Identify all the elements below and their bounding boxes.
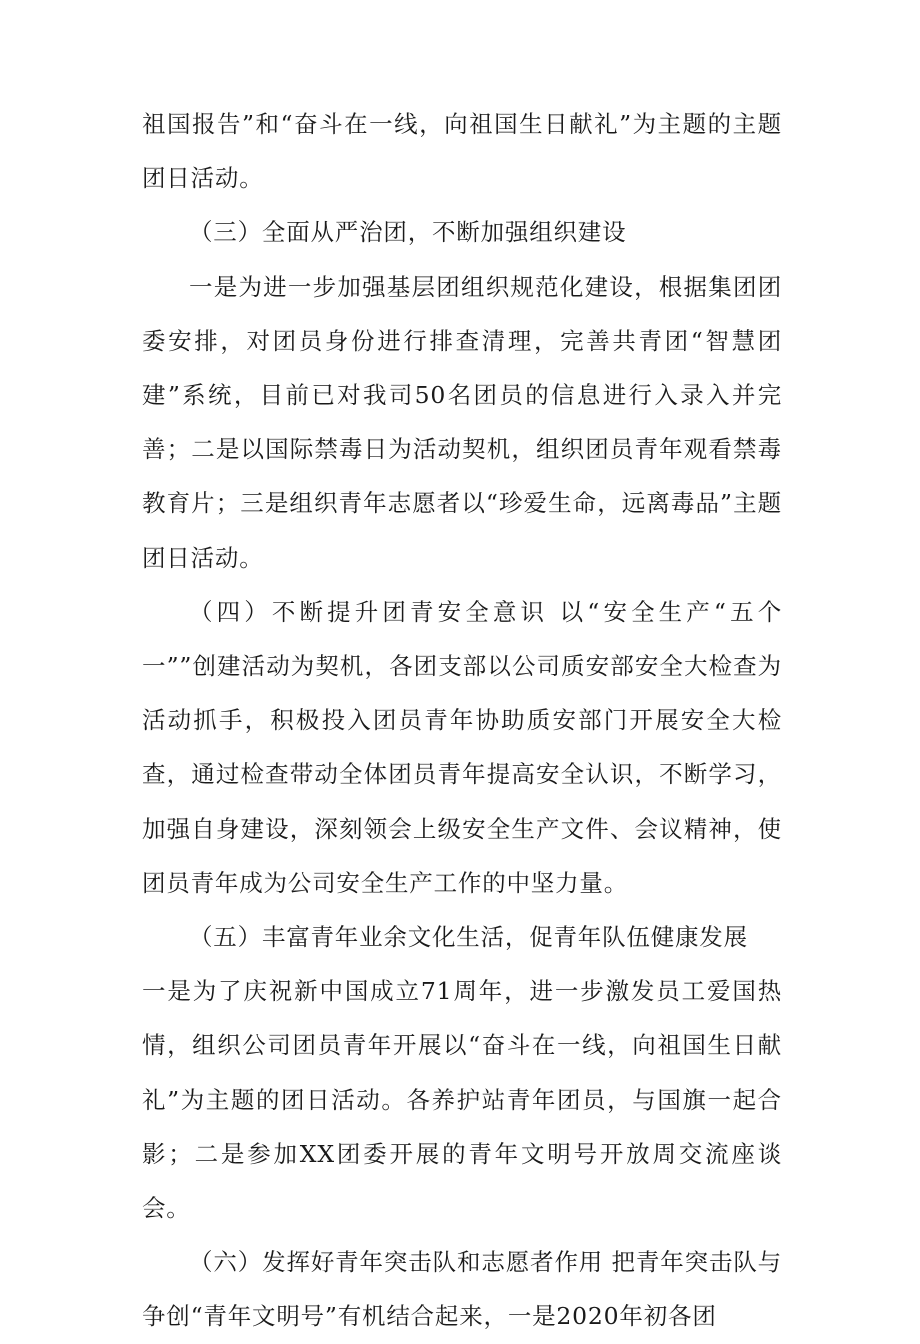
paragraph-cultural-life: 一是为了庆祝新中国成立71周年，进一步激发员工爱国热情，组织公司团员青年开展以“奋斗在一线，向祖国生日献礼”为主题的团日活动。各养护站青年团员，与国旗一起合影；二是参加XX团委开展的青年文明号开放周交流座谈会。 <box>142 977 782 1223</box>
paragraph-continuation: 祖国报告”和“奋斗在一线，向祖国生日献礼”为主题的主题团日活动。 <box>142 110 782 193</box>
document-body <box>142 97 782 1344</box>
section-heading-three: （三）全面从严治团，不断加强组织建设 <box>189 218 627 247</box>
paragraph-organization-building: 一是为进一步加强基层团组织规范化建设，根据集团团委安排，对团员身份进行排查清理，完善共青团“智慧团建”系统，目前已对我司50名团员的信息进行入录入并完善；二是以国际禁毒日为活动契机，组织团员青年观看禁毒教育片；三是组织青年志愿者以“珍爱生命，远离毒品”主题团日活动。 <box>142 272 782 572</box>
paragraph-safety-awareness: （四）不断提升团青安全意识 以“安全生产“五个一””创建活动为契机，各团支部以公司质安部安全大检查为活动抓手，积极投入团员青年协助质安部门开展安全大检查，通过检查带动全体团员青年提高安全认识，不断学习，加强自身建设，深刻领会上级安全生产文件、会议精神，使团员青年成为公司安全生产工作的中坚力量。 <box>142 597 782 897</box>
section-heading-five: （五）丰富青年业余文化生活，促青年队伍健康发展 <box>189 923 748 952</box>
paragraph-youth-commando: （六）发挥好青年突击队和志愿者作用 把青年突击队与争创“青年文明号”有机结合起来，一是2020年初各团 <box>142 1248 782 1331</box>
